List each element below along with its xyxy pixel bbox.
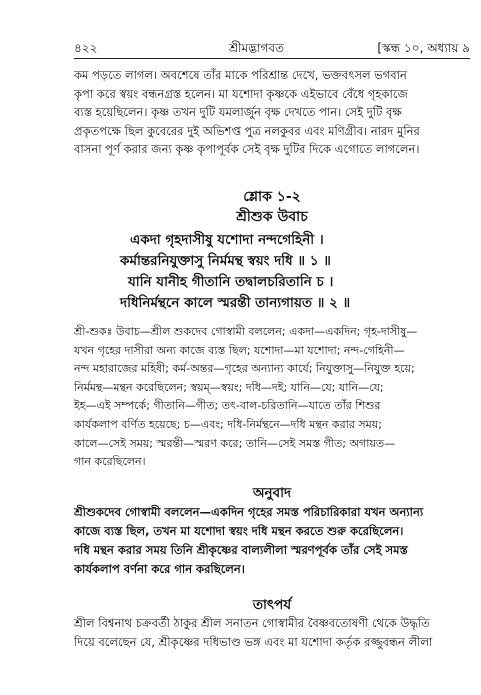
verse-line: কর্মান্তরনিযুক্তাসু নির্মমন্থ স্বয়ং দধি ॥ ১ ॥ [120,253,331,269]
verse-line: একদা গৃহদাসীষু যশোদা নন্দগেহিনী । [130,232,324,248]
verse-heading: শ্লোক ১-২ [243,189,301,205]
verse-line: দধিনির্মন্থনে কালে স্মরন্তী তান্যগায়ত ॥ ২ ॥ [120,295,351,311]
intro-line: কৃপা করে স্বয়ং বন্ধনগ্রস্ত হলেন। মা যশোদা কৃষ্ণকে এইভাবে বেঁধে গৃহকাজে [74,86,408,101]
purport-heading: তাৎপর্য [252,597,292,613]
speaker-heading: শ্রীশুক উবাচ [236,209,308,225]
translation-line: শ্রীশুকদেব গোস্বামী বললেন—একদিন গৃহের সমস্ত পরিচারিকারা যখন অন্যান্য [74,505,424,519]
synonym-line: কার্যকলাপ বর্ণিত হয়েছে; চ—এবং; দধি-নির্মন্থনে—দধি মন্থন করার সময়; [74,417,382,431]
intro-line: বাসনা পূর্ণ করার জন্য কৃষ্ণ কৃপাপূর্বক সেই বৃক্ষ দুটির দিকে এগোতে লাগলেন। [74,142,420,157]
intro-line: ব্যস্ত হয়েছিলেন। কৃষ্ণ তখন দুটি যমলার্জুন বৃক্ষ দেখতে পান। সেই দুটি বৃক্ষ [74,105,402,120]
synonyms-section [74,323,470,473]
purport-line: শ্রীল বিশ্বনাথ চক্রবর্তী ঠাকুর শ্রীল সনাতন গোস্বামীর বৈষ্ণবতোষণী থেকে উদ্ধৃতি [74,616,430,630]
synonym-line: নন্দ মহারাজের মহিষী; কর্ম-অন্তর—গৃহের অন্যান্য কার্যে; নিযুক্তাসু—নিযুক্ত হয়ে; [74,362,415,376]
synonym-line: শ্রী-শুকঃ উবাচ—শ্রীল শুকদেব গোস্বামী বললেন; একদা—একদিন; গৃহ-দাসীষু— [74,325,418,338]
verse-line: যানি যানীহ গীতানি তদ্বালচরিতানি চ । [128,274,334,290]
translation-line: দধি মন্থন করার সময় তিনি শ্রীকৃষ্ণের বাল্যলীলা স্মরণপূর্বক তাঁর সেই সমস্ত [74,543,408,557]
translation-line: কার্যকলাপ বর্ণনা করে গান করছিলেন। [74,562,245,576]
intro-paragraph [74,66,470,178]
intro-line: কম পড়তে লাগল। অবশেষে তাঁর মাকে পরিশ্রান্ত দেখে, ভক্তবৎসল ভগবান [74,68,407,82]
translation-line: কাজে ব্যস্ত ছিল, তখন মা যশোদা স্বয়ং দধি মন্থন করতে শুরু করেছিলেন। [74,524,404,538]
header-rule [74,58,470,59]
translation-heading: অনুবাদ [252,485,292,501]
synonym-line: গান করেছিলেন। [74,455,146,469]
book-title: শ্রীমদ্ভাগবত [229,41,285,55]
sanskrit-verse [120,230,450,314]
synonym-line: যখন গৃহের দাসীরা অন্য কাজে ব্যস্ত ছিল; যশোদা—মা যশোদা; নন্দ-গেহিনী— [74,343,405,357]
chapter-reference: [স্কন্ধ ১০, অধ্যায় ৯ [377,41,470,55]
synonym-line: নির্মমন্থ—মন্থন করেছিলেন; স্বয়ম্—স্বয়ং; দধি—দই; যানি—যে; যানি—যে; [74,380,384,394]
translation-section [74,503,470,579]
page-header [74,40,470,62]
purport-section [74,614,470,652]
intro-line: প্রকৃতপক্ষে ছিল কুবেরের দুই অভিশপ্ত পুত্র নলকুবর এবং মণিগ্রীব। নারদ মুনির [74,123,420,138]
synonym-line: কালে—সেই সময়; স্মরন্তী—স্মরণ করে; তানি—সেই সমস্ত গীত; অগায়ত— [74,436,396,450]
synonym-line: ইহ—এই সম্পর্কে; গীতানি—গীত; তৎ-বাল-চরিতানি—যাতে তাঁর শিশুর [74,399,381,413]
page-number: ৪২২ [74,41,98,55]
purport-line: দিয়ে বলেছেন যে, শ্রীকৃষ্ণের দধিভাণ্ড ভঙ্গ এবং মা যশোদা কর্তৃক রজ্জুবন্ধন লীলা [74,635,433,649]
